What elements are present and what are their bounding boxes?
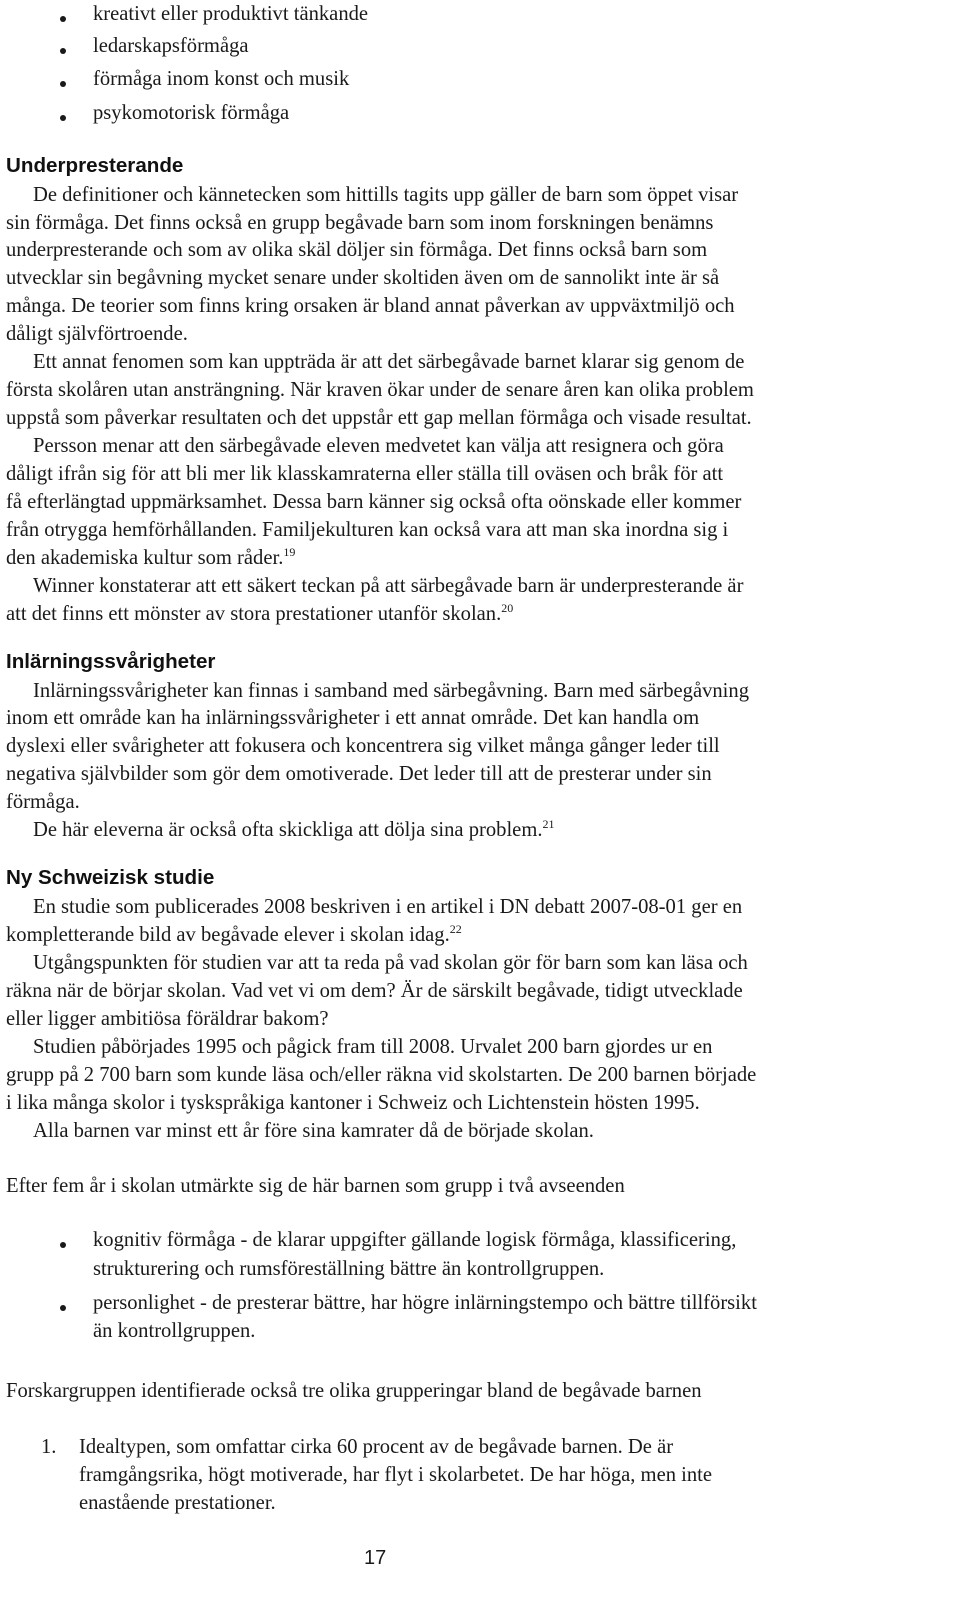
text-line (6, 600, 513, 630)
list-item-text: framgångsrika, högt motiverade, har flyt i skolarbetet. De har höga, men inte (79, 1464, 713, 1486)
text-line: Studien påbörjades 1995 och pågick fram till 2008. Urvalet 200 barn gjordes ur en (33, 1036, 713, 1058)
text-line: första skolåren utan ansträngning. När kraven ökar under de senare åren kan olika problem (6, 379, 754, 401)
section-heading-inlarningssvarigheter: Inlärningssvårigheter (6, 650, 216, 673)
text-line: negativa självbilder som gör dem omotiverade. Det leder till att de presterar under sin (6, 763, 712, 785)
text-line: Alla barnen var minst ett år före sina kamrater då de började skolan. (33, 1120, 594, 1142)
list-item-text: enastående prestationer. (79, 1492, 276, 1514)
text-line: En studie som publicerades 2008 beskriven i en artikel i DN debatt 2007-08-01 ger en (33, 896, 743, 918)
text-line-content: att det finns ett mönster av stora prestationer utanför skolan. (6, 603, 502, 625)
list-item-text: kreativt eller produktivt tänkande (93, 3, 369, 25)
bullet-icon (60, 115, 66, 121)
text-line: utvecklar sin begåvning mycket senare under skoltiden även om de sannolikt inte är så (6, 267, 720, 289)
text-line: räkna när de börjar skolan. Vad vet vi om dem? Är de särskilt begåvade, tidigt utvecklade (6, 980, 743, 1002)
text-line: eller ligger ambitiösa föräldrar bakom? (6, 1008, 329, 1030)
text-line: uppstå som påverkar resultaten och det uppstår ett gap mellan förmåga och visade resultat. (6, 407, 752, 429)
section-heading-ny-schweizisk-studie: Ny Schweizisk studie (6, 866, 215, 889)
text-line: dåligt självförtroende. (6, 323, 188, 345)
paragraph-after-five-years: Efter fem år i skolan utmärkte sig de här barnen som grupp i två avseenden (6, 1175, 625, 1197)
text-line-content: De här eleverna är också ofta skickliga att dölja sina problem. (33, 819, 543, 841)
text-line: underpresterande och som av olika skäl döljer sin förmåga. Det finns också barn som (6, 239, 708, 261)
list-item-text: psykomotorisk förmåga (93, 102, 290, 124)
text-line-content: kompletterande bild av begåvade elever i skolan idag. (6, 924, 450, 946)
text-line: i lika många skolor i tyskspråkiga kantoner i Schweiz och Lichtenstein hösten 1995. (6, 1092, 700, 1114)
list-item-text: personlighet - de presterar bättre, har högre inlärningstempo och bättre tillförsikt (93, 1292, 757, 1314)
bullet-icon (60, 1242, 66, 1248)
section-heading-underpresterande: Underpresterande (6, 154, 184, 177)
footnote-ref: 20 (501, 601, 514, 615)
text-line (33, 816, 555, 846)
bullet-icon (60, 81, 66, 87)
footnote-ref: 21 (542, 817, 555, 831)
text-line: Ett annat fenomen som kan uppträda är att det särbegåvade barnet klarar sig genom de (33, 351, 745, 373)
paragraph-groupings-intro: Forskargruppen identifierade också tre olika grupperingar bland de begåvade barnen (6, 1380, 702, 1402)
text-line: inom ett område kan ha inlärningssvårigheter i ett annat område. Det kan handla om (6, 707, 700, 729)
bullet-icon (60, 16, 66, 22)
text-line: Winner konstaterar att ett säkert teckan på att särbegåvade barn är underpresterande är (33, 575, 744, 597)
text-line: från otrygga hemförhållanden. Familjekulturen kan också vara att man ska inordna sig i (6, 519, 729, 541)
text-line-content: den akademiska kultur som råder. (6, 547, 284, 569)
list-item-text: strukturering och rumsföreställning bättre än kontrollgruppen. (93, 1258, 605, 1280)
list-item-text: förmåga inom konst och musik (93, 68, 350, 90)
bullet-icon (60, 1305, 66, 1311)
list-item-text: än kontrollgruppen. (93, 1320, 256, 1342)
text-line: Inlärningssvårigheter kan finnas i samband med särbegåvning. Barn med särbegåvning (33, 680, 749, 702)
text-line: förmåga. (6, 791, 80, 813)
list-item-number: 1. (41, 1436, 57, 1458)
text-line: De definitioner och kännetecken som hittills tagits upp gäller de barn som öppet visar (33, 184, 739, 206)
text-line: Utgångspunkten för studien var att ta reda på vad skolan gör för barn som kan läsa och (33, 952, 748, 974)
text-line: få efterlängtad uppmärksamhet. Dessa barn känner sig också ofta oönskade eller kommer (6, 491, 742, 513)
text-line: grupp på 2 700 barn som kunde läsa och/eller räkna vid skolstarten. De 200 barnen började (6, 1064, 757, 1086)
page-number: 17 (364, 1547, 387, 1569)
text-line: Persson menar att den särbegåvade eleven medvetet kan välja att resignera och göra (33, 435, 724, 457)
text-line: dyslexi eller svårigheter att fokusera och koncentrera sig vilket många gånger leder till (6, 735, 720, 757)
list-item-text: kognitiv förmåga - de klarar uppgifter gällande logisk förmåga, klassificering, (93, 1229, 737, 1251)
text-line: dåligt ifrån sig för att bli mer lik klasskamraterna eller ställa till oväsen och bråk för att (6, 463, 724, 485)
text-line: många. De teorier som finns kring orsaken är bland annat påverkan av uppväxtmiljö och (6, 295, 735, 317)
text-line: sin förmåga. Det finns också en grupp begåvade barn som inom forskningen benämns (6, 212, 714, 234)
footnote-ref: 22 (449, 922, 462, 936)
list-item-text: ledarskapsförmåga (93, 35, 249, 57)
bullet-icon (60, 48, 66, 54)
list-item-text: Idealtypen, som omfattar cirka 60 procent av de begåvade barnen. De är (79, 1436, 674, 1458)
text-line (6, 921, 462, 951)
footnote-ref: 19 (283, 545, 296, 559)
text-line (6, 544, 295, 574)
